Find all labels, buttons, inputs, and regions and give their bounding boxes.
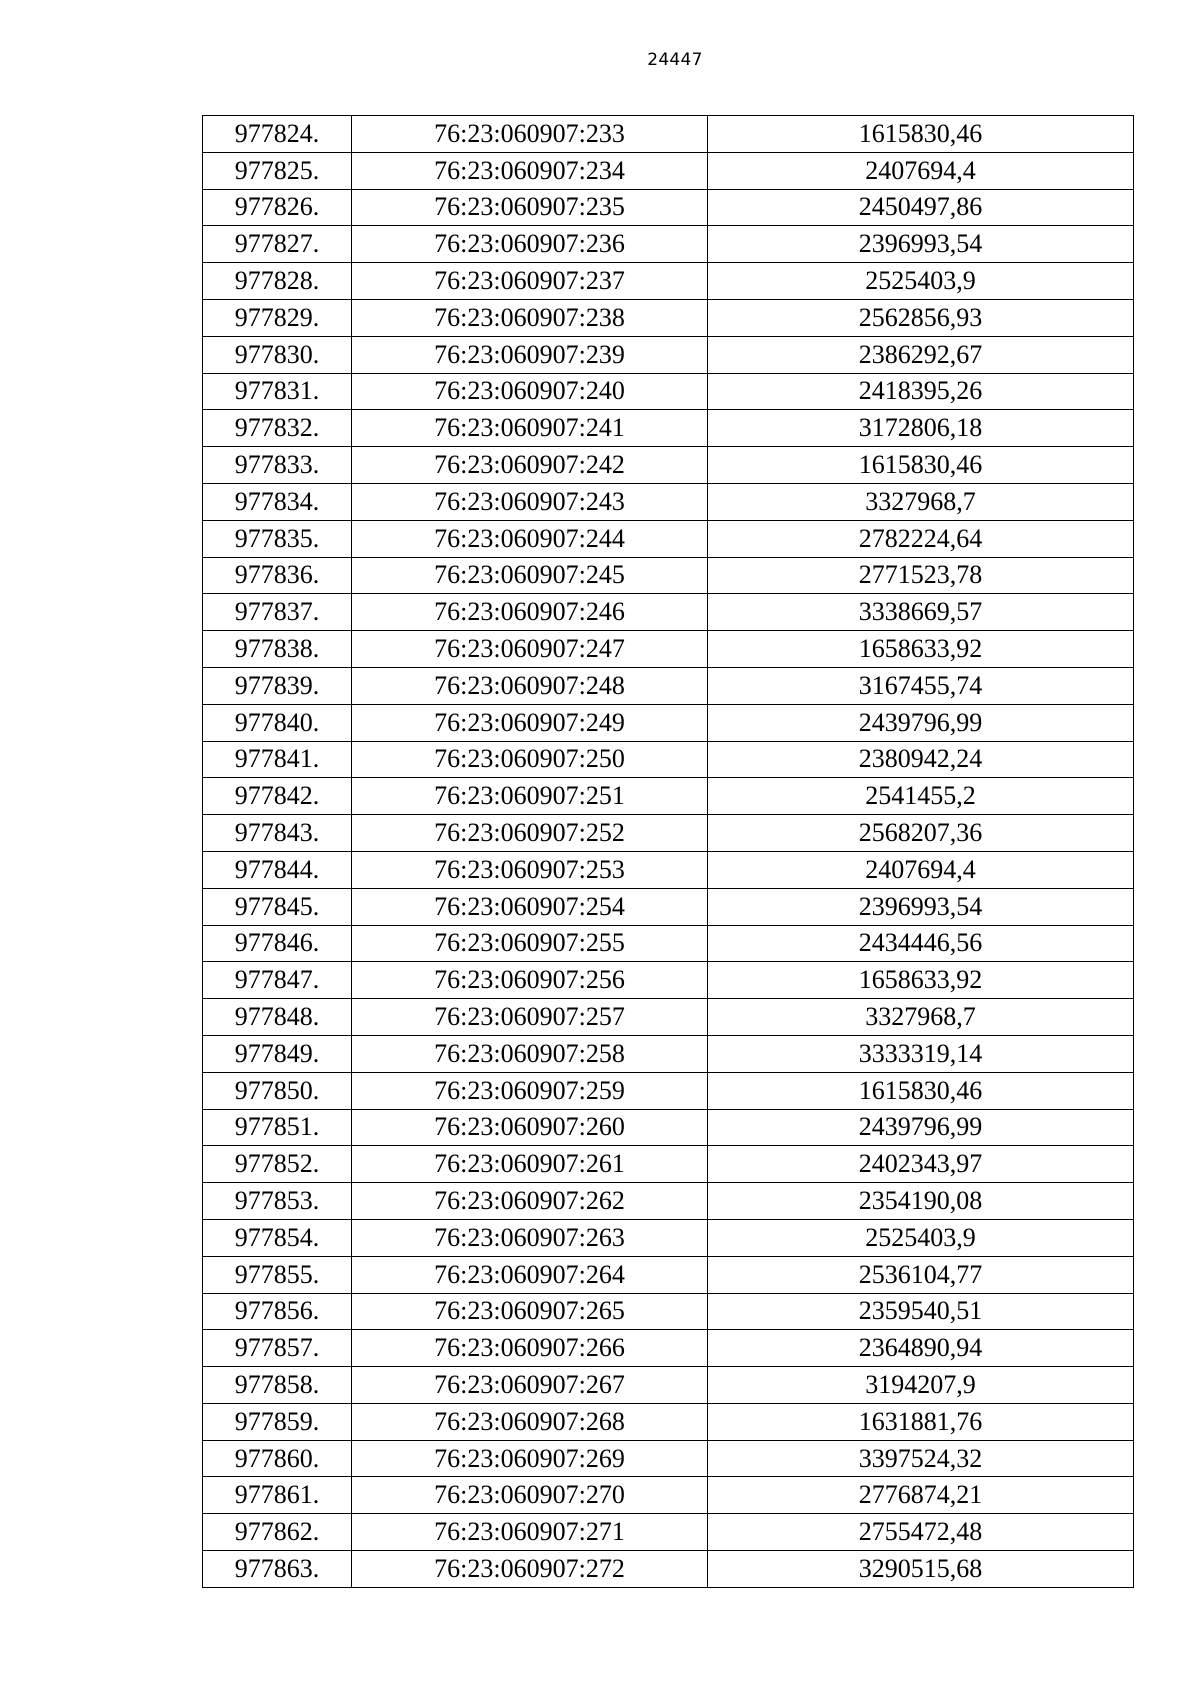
row-number-cell: 977838. bbox=[203, 631, 352, 668]
row-number-cell: 977836. bbox=[203, 557, 352, 594]
table-row bbox=[203, 778, 1134, 815]
row-number-cell: 977857. bbox=[203, 1330, 352, 1367]
table-row bbox=[203, 1219, 1134, 1256]
row-number-cell: 977842. bbox=[203, 778, 352, 815]
table-row bbox=[203, 888, 1134, 925]
row-number-cell: 977856. bbox=[203, 1293, 352, 1330]
page-number: 24447 bbox=[647, 50, 703, 70]
table-row bbox=[203, 1551, 1134, 1588]
table-row bbox=[203, 999, 1134, 1036]
cadastral-value-cell: 3327968,7 bbox=[708, 483, 1134, 520]
cadastral-number-cell: 76:23:060907:240 bbox=[352, 373, 708, 410]
cadastral-value-cell: 2568207,36 bbox=[708, 815, 1134, 852]
cadastral-number-cell: 76:23:060907:260 bbox=[352, 1109, 708, 1146]
cadastral-value-cell: 3194207,9 bbox=[708, 1367, 1134, 1404]
cadastral-number-cell: 76:23:060907:272 bbox=[352, 1551, 708, 1588]
row-number-cell: 977860. bbox=[203, 1440, 352, 1477]
table-row bbox=[203, 1146, 1134, 1183]
cadastral-value-cell: 3333319,14 bbox=[708, 1035, 1134, 1072]
cadastral-number-cell: 76:23:060907:250 bbox=[352, 741, 708, 778]
table-row bbox=[203, 815, 1134, 852]
cadastral-number-cell: 76:23:060907:261 bbox=[352, 1146, 708, 1183]
cadastral-number-cell: 76:23:060907:264 bbox=[352, 1256, 708, 1293]
row-number-cell: 977839. bbox=[203, 667, 352, 704]
table-row bbox=[203, 667, 1134, 704]
table-row bbox=[203, 1035, 1134, 1072]
cadastral-number-cell: 76:23:060907:255 bbox=[352, 925, 708, 962]
table-row bbox=[203, 1256, 1134, 1293]
cadastral-number-cell: 76:23:060907:241 bbox=[352, 410, 708, 447]
row-number-cell: 977852. bbox=[203, 1146, 352, 1183]
cadastral-value-cell: 2407694,4 bbox=[708, 152, 1134, 189]
cadastral-value-cell: 3167455,74 bbox=[708, 667, 1134, 704]
row-number-cell: 977854. bbox=[203, 1219, 352, 1256]
cadastral-number-cell: 76:23:060907:234 bbox=[352, 152, 708, 189]
cadastral-value-cell: 1658633,92 bbox=[708, 631, 1134, 668]
row-number-cell: 977859. bbox=[203, 1403, 352, 1440]
cadastral-number-cell: 76:23:060907:254 bbox=[352, 888, 708, 925]
row-number-cell: 977849. bbox=[203, 1035, 352, 1072]
cadastral-number-cell: 76:23:060907:242 bbox=[352, 447, 708, 484]
cadastral-number-cell: 76:23:060907:266 bbox=[352, 1330, 708, 1367]
cadastral-value-cell: 2536104,77 bbox=[708, 1256, 1134, 1293]
row-number-cell: 977827. bbox=[203, 226, 352, 263]
row-number-cell: 977863. bbox=[203, 1551, 352, 1588]
cadastral-value-cell: 2439796,99 bbox=[708, 704, 1134, 741]
table-row bbox=[203, 851, 1134, 888]
table-body bbox=[203, 116, 1134, 1588]
cadastral-value-cell: 2434446,56 bbox=[708, 925, 1134, 962]
row-number-cell: 977846. bbox=[203, 925, 352, 962]
cadastral-value-cell: 2386292,67 bbox=[708, 336, 1134, 373]
cadastral-number-cell: 76:23:060907:256 bbox=[352, 962, 708, 999]
table-row bbox=[203, 189, 1134, 226]
row-number-cell: 977841. bbox=[203, 741, 352, 778]
cadastral-value-cell: 2755472,48 bbox=[708, 1514, 1134, 1551]
cadastral-value-cell: 1658633,92 bbox=[708, 962, 1134, 999]
cadastral-number-cell: 76:23:060907:271 bbox=[352, 1514, 708, 1551]
cadastral-number-cell: 76:23:060907:245 bbox=[352, 557, 708, 594]
cadastral-value-cell: 2407694,4 bbox=[708, 851, 1134, 888]
cadastral-value-cell: 2782224,64 bbox=[708, 520, 1134, 557]
cadastral-value-table bbox=[202, 115, 1134, 1588]
row-number-cell: 977861. bbox=[203, 1477, 352, 1514]
cadastral-number-cell: 76:23:060907:268 bbox=[352, 1403, 708, 1440]
cadastral-value-cell: 2450497,86 bbox=[708, 189, 1134, 226]
cadastral-number-cell: 76:23:060907:244 bbox=[352, 520, 708, 557]
table-row bbox=[203, 704, 1134, 741]
cadastral-number-cell: 76:23:060907:233 bbox=[352, 116, 708, 153]
row-number-cell: 977831. bbox=[203, 373, 352, 410]
table-row bbox=[203, 226, 1134, 263]
cadastral-number-cell: 76:23:060907:269 bbox=[352, 1440, 708, 1477]
row-number-cell: 977850. bbox=[203, 1072, 352, 1109]
cadastral-number-cell: 76:23:060907:267 bbox=[352, 1367, 708, 1404]
table-row bbox=[203, 962, 1134, 999]
row-number-cell: 977826. bbox=[203, 189, 352, 226]
table-row bbox=[203, 557, 1134, 594]
cadastral-value-cell: 3172806,18 bbox=[708, 410, 1134, 447]
cadastral-number-cell: 76:23:060907:265 bbox=[352, 1293, 708, 1330]
table-row bbox=[203, 1514, 1134, 1551]
table-row bbox=[203, 1477, 1134, 1514]
table-row bbox=[203, 1330, 1134, 1367]
cadastral-value-cell: 2364890,94 bbox=[708, 1330, 1134, 1367]
cadastral-value-cell: 1615830,46 bbox=[708, 447, 1134, 484]
cadastral-number-cell: 76:23:060907:253 bbox=[352, 851, 708, 888]
cadastral-value-cell: 3327968,7 bbox=[708, 999, 1134, 1036]
row-number-cell: 977828. bbox=[203, 263, 352, 300]
row-number-cell: 977847. bbox=[203, 962, 352, 999]
cadastral-number-cell: 76:23:060907:238 bbox=[352, 299, 708, 336]
cadastral-value-cell: 2418395,26 bbox=[708, 373, 1134, 410]
row-number-cell: 977834. bbox=[203, 483, 352, 520]
cadastral-number-cell: 76:23:060907:270 bbox=[352, 1477, 708, 1514]
row-number-cell: 977824. bbox=[203, 116, 352, 153]
row-number-cell: 977829. bbox=[203, 299, 352, 336]
cadastral-value-cell: 2562856,93 bbox=[708, 299, 1134, 336]
cadastral-value-cell: 2439796,99 bbox=[708, 1109, 1134, 1146]
cadastral-number-cell: 76:23:060907:235 bbox=[352, 189, 708, 226]
cadastral-value-cell: 2396993,54 bbox=[708, 226, 1134, 263]
table-row bbox=[203, 336, 1134, 373]
table-row bbox=[203, 116, 1134, 153]
cadastral-value-cell: 3290515,68 bbox=[708, 1551, 1134, 1588]
row-number-cell: 977851. bbox=[203, 1109, 352, 1146]
cadastral-number-cell: 76:23:060907:251 bbox=[352, 778, 708, 815]
table-row bbox=[203, 373, 1134, 410]
cadastral-number-cell: 76:23:060907:246 bbox=[352, 594, 708, 631]
row-number-cell: 977848. bbox=[203, 999, 352, 1036]
row-number-cell: 977862. bbox=[203, 1514, 352, 1551]
table-row bbox=[203, 520, 1134, 557]
table-row bbox=[203, 1293, 1134, 1330]
cadastral-value-cell: 2396993,54 bbox=[708, 888, 1134, 925]
cadastral-number-cell: 76:23:060907:237 bbox=[352, 263, 708, 300]
cadastral-number-cell: 76:23:060907:257 bbox=[352, 999, 708, 1036]
cadastral-number-cell: 76:23:060907:243 bbox=[352, 483, 708, 520]
table-row bbox=[203, 483, 1134, 520]
cadastral-number-cell: 76:23:060907:236 bbox=[352, 226, 708, 263]
table-row bbox=[203, 594, 1134, 631]
cadastral-value-cell: 3397524,32 bbox=[708, 1440, 1134, 1477]
row-number-cell: 977855. bbox=[203, 1256, 352, 1293]
table-row bbox=[203, 152, 1134, 189]
cadastral-number-cell: 76:23:060907:248 bbox=[352, 667, 708, 704]
cadastral-value-cell: 2402343,97 bbox=[708, 1146, 1134, 1183]
row-number-cell: 977835. bbox=[203, 520, 352, 557]
table-row bbox=[203, 299, 1134, 336]
cadastral-number-cell: 76:23:060907:263 bbox=[352, 1219, 708, 1256]
row-number-cell: 977843. bbox=[203, 815, 352, 852]
table-row bbox=[203, 1109, 1134, 1146]
row-number-cell: 977830. bbox=[203, 336, 352, 373]
table-row bbox=[203, 631, 1134, 668]
cadastral-number-cell: 76:23:060907:258 bbox=[352, 1035, 708, 1072]
cadastral-value-cell: 2525403,9 bbox=[708, 1219, 1134, 1256]
cadastral-value-cell: 1615830,46 bbox=[708, 1072, 1134, 1109]
cadastral-value-cell: 2541455,2 bbox=[708, 778, 1134, 815]
cadastral-value-cell: 2380942,24 bbox=[708, 741, 1134, 778]
cadastral-value-cell: 2771523,78 bbox=[708, 557, 1134, 594]
row-number-cell: 977858. bbox=[203, 1367, 352, 1404]
cadastral-value-cell: 2359540,51 bbox=[708, 1293, 1134, 1330]
table-row bbox=[203, 1183, 1134, 1220]
cadastral-number-cell: 76:23:060907:259 bbox=[352, 1072, 708, 1109]
table-row bbox=[203, 263, 1134, 300]
cadastral-number-cell: 76:23:060907:249 bbox=[352, 704, 708, 741]
table-row bbox=[203, 1072, 1134, 1109]
cadastral-number-cell: 76:23:060907:247 bbox=[352, 631, 708, 668]
row-number-cell: 977845. bbox=[203, 888, 352, 925]
cadastral-value-cell: 1615830,46 bbox=[708, 116, 1134, 153]
row-number-cell: 977853. bbox=[203, 1183, 352, 1220]
cadastral-value-cell: 2525403,9 bbox=[708, 263, 1134, 300]
row-number-cell: 977832. bbox=[203, 410, 352, 447]
table-row bbox=[203, 447, 1134, 484]
cadastral-number-cell: 76:23:060907:252 bbox=[352, 815, 708, 852]
table-row bbox=[203, 741, 1134, 778]
row-number-cell: 977837. bbox=[203, 594, 352, 631]
cadastral-number-cell: 76:23:060907:262 bbox=[352, 1183, 708, 1220]
row-number-cell: 977840. bbox=[203, 704, 352, 741]
row-number-cell: 977825. bbox=[203, 152, 352, 189]
cadastral-value-cell: 2354190,08 bbox=[708, 1183, 1134, 1220]
cadastral-value-cell: 2776874,21 bbox=[708, 1477, 1134, 1514]
table-row bbox=[203, 925, 1134, 962]
cadastral-number-cell: 76:23:060907:239 bbox=[352, 336, 708, 373]
row-number-cell: 977833. bbox=[203, 447, 352, 484]
table-row bbox=[203, 1403, 1134, 1440]
row-number-cell: 977844. bbox=[203, 851, 352, 888]
table-row bbox=[203, 1440, 1134, 1477]
table-row bbox=[203, 410, 1134, 447]
table-row bbox=[203, 1367, 1134, 1404]
cadastral-value-cell: 3338669,57 bbox=[708, 594, 1134, 631]
cadastral-value-cell: 1631881,76 bbox=[708, 1403, 1134, 1440]
